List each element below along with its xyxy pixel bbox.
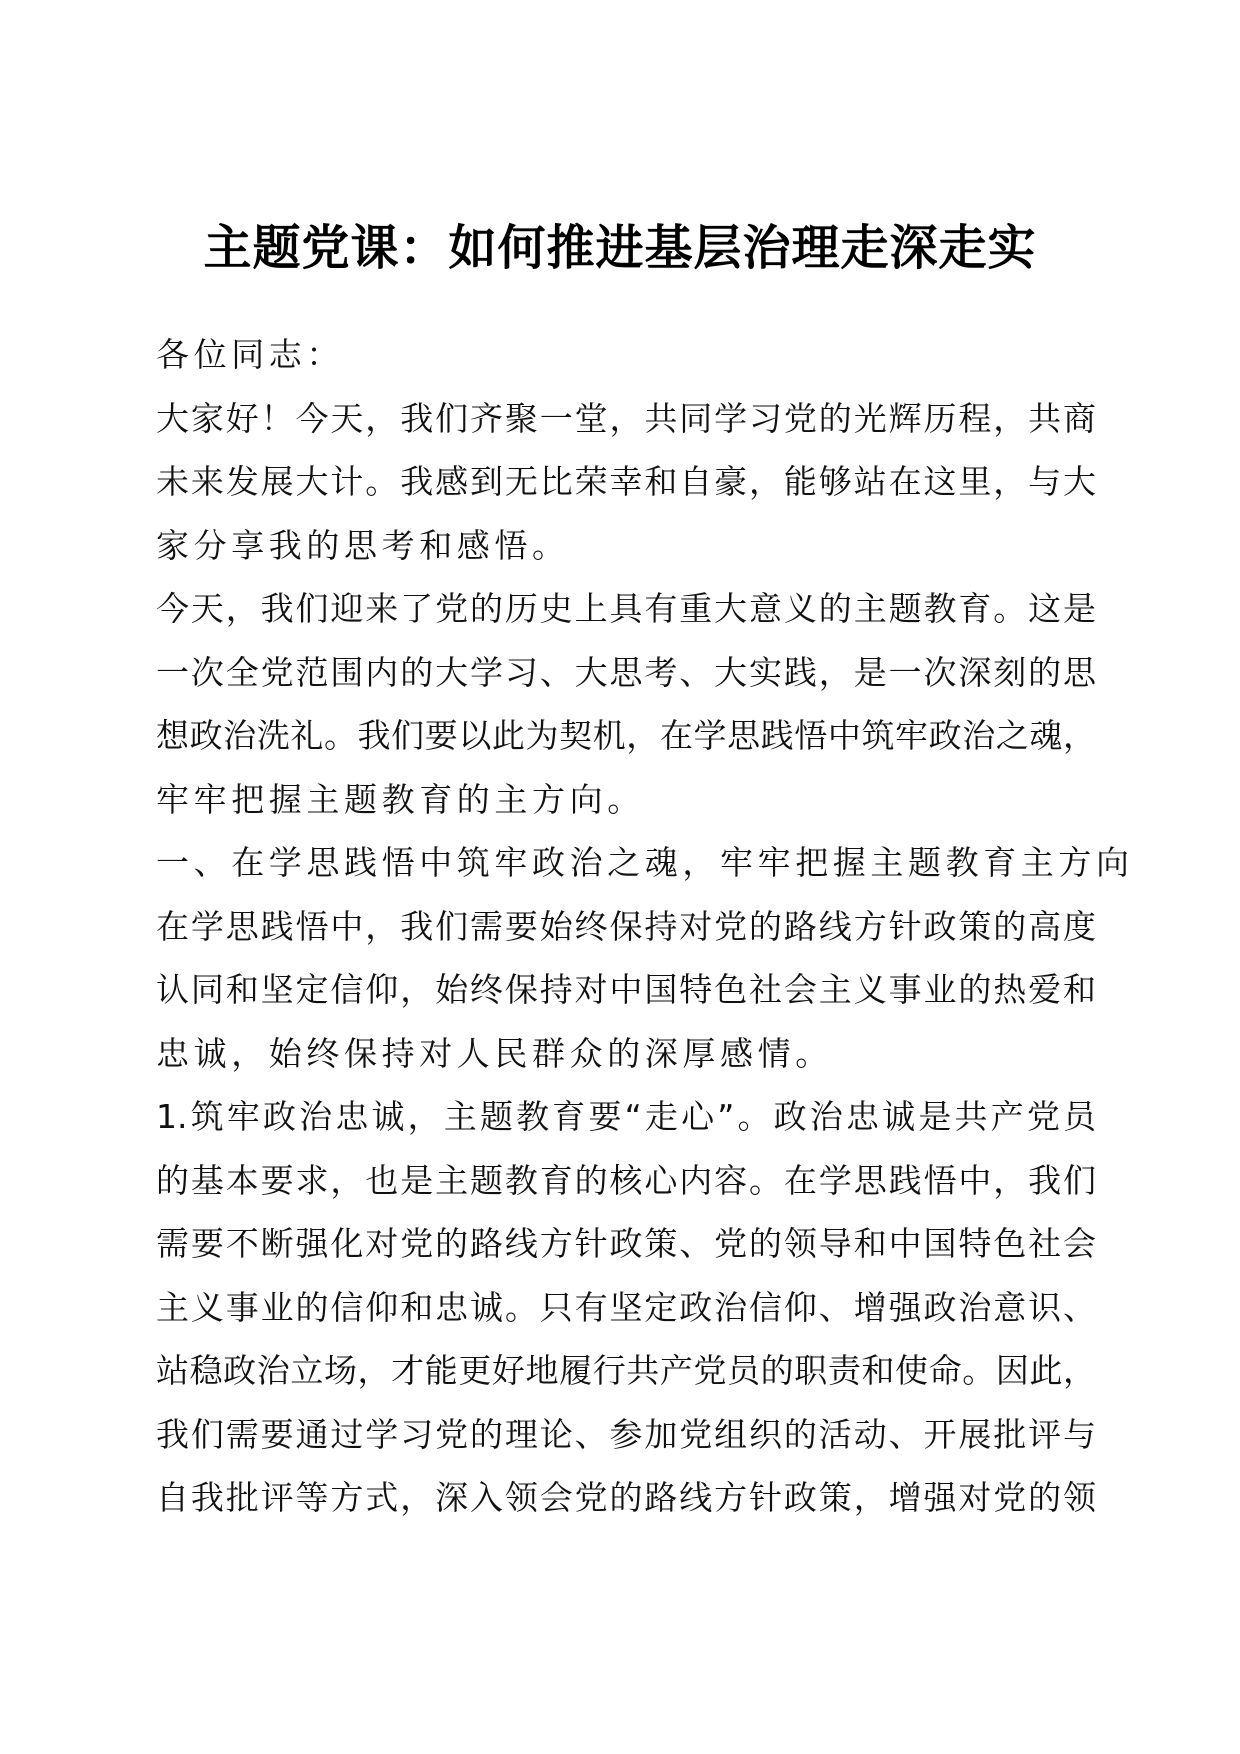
body-line: 主义事业的信仰和忠诚。只有坚定政治信仰、增强政治意识、 <box>156 1287 1096 1327</box>
body-line: 今天，我们迎来了党的历史上具有重大意义的主题教育。这是 <box>156 589 1096 628</box>
body-line: 一次全党范围内的大学习、大思考、大实践，是一次深刻的思 <box>156 652 1096 692</box>
body-line: 认同和坚定信仰，始终保持对中国特色社会主义事业的热爱和 <box>156 970 1096 1009</box>
section-heading: 一、在学思践悟中筑牢政治之魂，牢牢把握主题教育主方向 <box>156 843 1134 882</box>
body-line: 在学思践悟中，我们需要始终保持对党的路线方针政策的高度 <box>156 906 1096 946</box>
salutation-line: 各位同志： <box>156 335 344 374</box>
body-line: 大家好！今天，我们齐聚一堂，共同学习党的光辉历程，共商 <box>156 398 1096 438</box>
body-line: 未来发展大计。我感到无比荣幸和自豪，能够站在这里，与大 <box>156 462 1096 501</box>
body-line: 忠诚，始终保持对人民群众的深厚感情。 <box>156 1033 833 1073</box>
body-line: 想政治洗礼。我们要以此为契机，在学思践悟中筑牢政治之魂， <box>156 716 1096 755</box>
body-line: 需要不断强化对党的路线方针政策、党的领导和中国特色社会 <box>156 1224 1096 1263</box>
body-line: 我们需要通过学习党的理论、参加党组织的活动、开展批评与 <box>156 1414 1096 1454</box>
body-line: 牢牢把握主题教育的主方向。 <box>156 779 645 819</box>
body-line: 自我批评等方式，深入领会党的路线方针政策，增强对党的领 <box>156 1478 1096 1517</box>
body-line: 家分享我的思考和感悟。 <box>156 525 570 565</box>
document-title: 主题党课：如何推进基层治理走深走实 <box>203 220 1037 276</box>
body-line: 站稳政治立场，才能更好地履行共产党员的职责和使命。因此， <box>156 1351 1096 1390</box>
body-line: 1.筑牢政治忠诚，主题教育要“走心”。政治忠诚是共产党员 <box>156 1097 1096 1136</box>
body-line: 的基本要求，也是主题教育的核心内容。在学思践悟中，我们 <box>156 1160 1096 1200</box>
document-body <box>156 323 1134 1530</box>
